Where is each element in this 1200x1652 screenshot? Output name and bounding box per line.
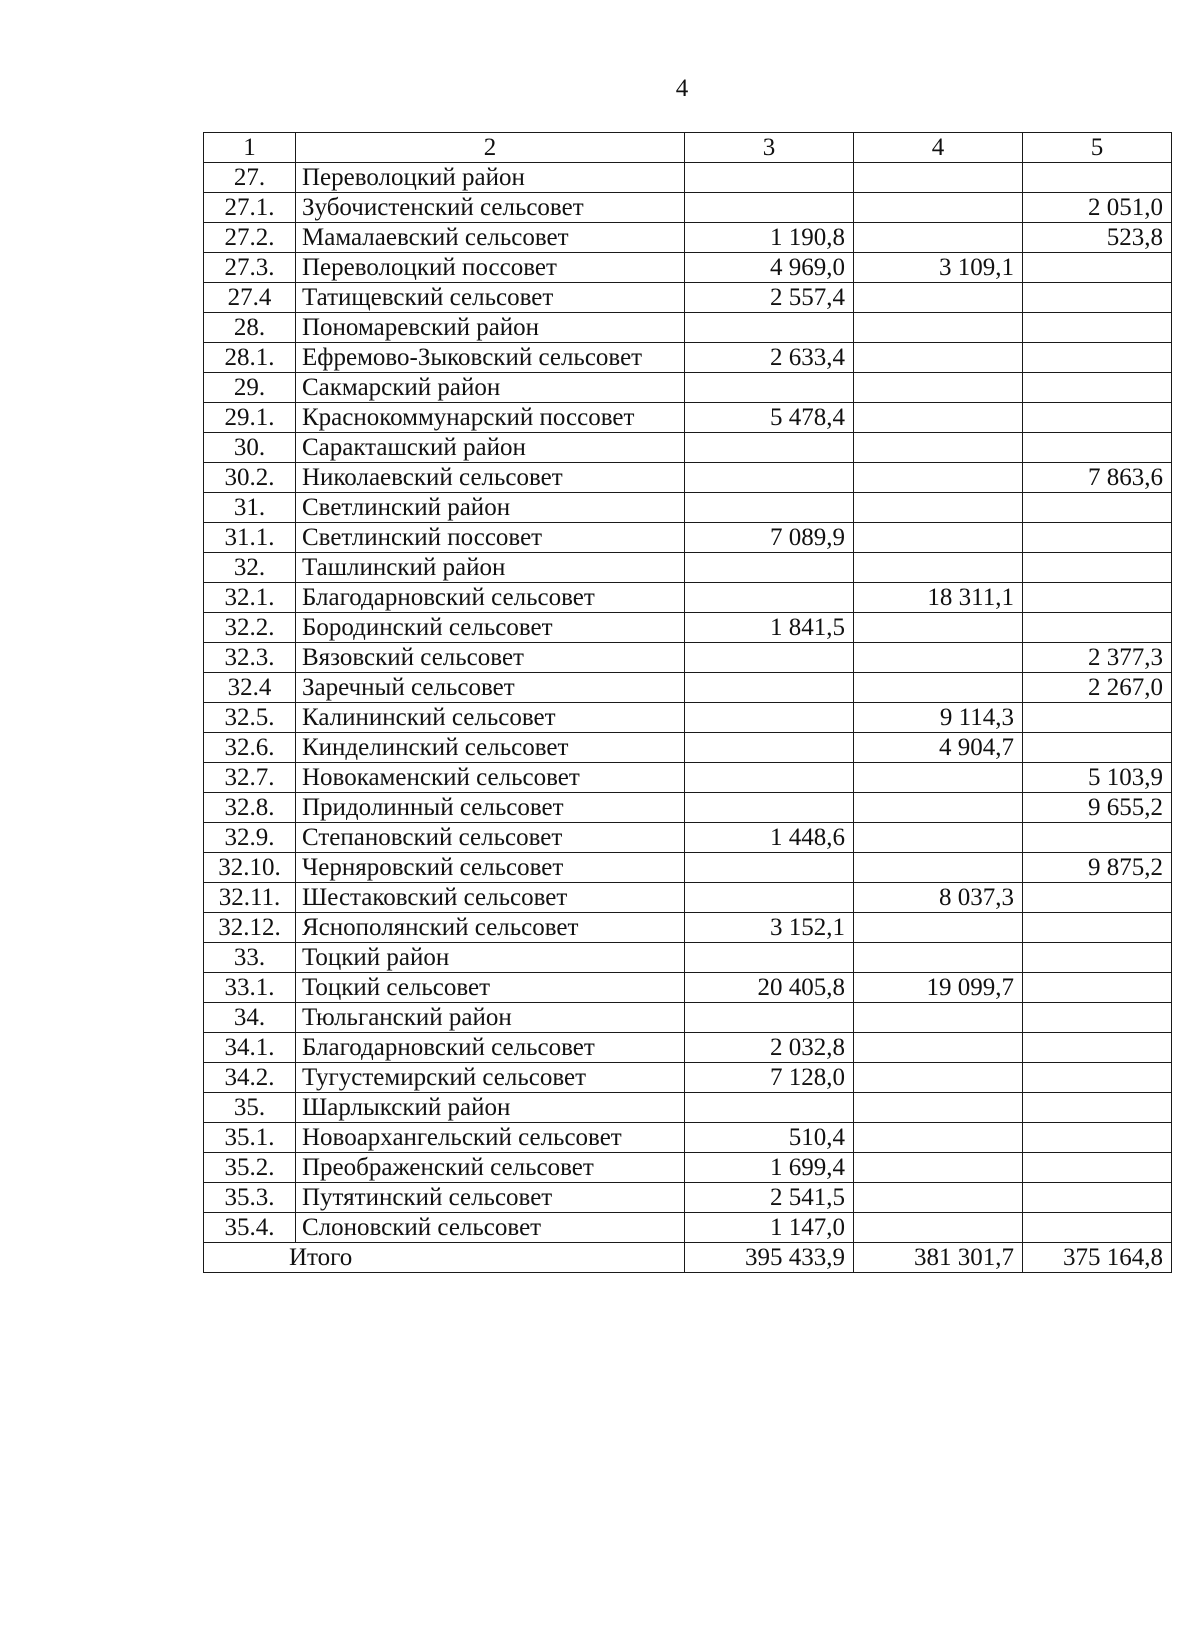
table-row <box>204 883 1172 913</box>
row-value-col-4: 19 099,7 <box>854 973 1023 1003</box>
row-value-col-5: 2 051,0 <box>1023 193 1172 223</box>
total-label: Итого <box>204 1243 685 1273</box>
row-value-col-4 <box>854 643 1023 673</box>
row-number: 30.2. <box>204 463 296 493</box>
row-number: 32. <box>204 553 296 583</box>
row-name: Николаевский сельсовет <box>296 463 685 493</box>
row-name: Тоцкий район <box>296 943 685 973</box>
row-name: Кинделинский сельсовет <box>296 733 685 763</box>
row-value-col-5 <box>1023 373 1172 403</box>
row-value-col-5 <box>1023 1213 1172 1243</box>
row-value-col-4 <box>854 763 1023 793</box>
row-name: Путятинский сельсовет <box>296 1183 685 1213</box>
row-name: Черняровский сельсовет <box>296 853 685 883</box>
table-row <box>204 643 1172 673</box>
table-row <box>204 553 1172 583</box>
row-value-col-4 <box>854 1063 1023 1093</box>
header-col-3: 3 <box>685 133 854 163</box>
row-value-col-4 <box>854 1213 1023 1243</box>
row-value-col-5: 9 655,2 <box>1023 793 1172 823</box>
row-name: Шарлыкский район <box>296 1093 685 1123</box>
row-number: 27. <box>204 163 296 193</box>
row-number: 34. <box>204 1003 296 1033</box>
row-number: 31. <box>204 493 296 523</box>
table-row <box>204 313 1172 343</box>
row-value-col-5 <box>1023 433 1172 463</box>
row-number: 27.4 <box>204 283 296 313</box>
row-name: Краснокоммунарский поссовет <box>296 403 685 433</box>
row-value-col-3 <box>685 433 854 463</box>
row-name: Ташлинский район <box>296 553 685 583</box>
row-value-col-4 <box>854 223 1023 253</box>
row-value-col-3: 1 448,6 <box>685 823 854 853</box>
table-row <box>204 493 1172 523</box>
row-value-col-5 <box>1023 823 1172 853</box>
table-row <box>204 793 1172 823</box>
table-row <box>204 973 1172 1003</box>
row-name: Преображенский сельсовет <box>296 1153 685 1183</box>
row-number: 35.2. <box>204 1153 296 1183</box>
row-name: Калининский сельсовет <box>296 703 685 733</box>
row-number: 32.7. <box>204 763 296 793</box>
row-value-col-3 <box>685 763 854 793</box>
row-value-col-3: 3 152,1 <box>685 913 854 943</box>
row-value-col-3 <box>685 373 854 403</box>
row-value-col-5 <box>1023 253 1172 283</box>
row-value-col-4 <box>854 1033 1023 1063</box>
row-name: Придолинный сельсовет <box>296 793 685 823</box>
table-row <box>204 163 1172 193</box>
row-number: 28.1. <box>204 343 296 373</box>
row-number: 27.3. <box>204 253 296 283</box>
row-name: Зубочистенский сельсовет <box>296 193 685 223</box>
row-value-col-5 <box>1023 283 1172 313</box>
row-value-col-4 <box>854 283 1023 313</box>
row-number: 32.2. <box>204 613 296 643</box>
row-value-col-3 <box>685 793 854 823</box>
row-value-col-4 <box>854 1123 1023 1153</box>
table-row <box>204 913 1172 943</box>
table-footer <box>204 1243 1172 1273</box>
row-value-col-4 <box>854 523 1023 553</box>
row-name: Степановский сельсовет <box>296 823 685 853</box>
row-name: Переволоцкий поссовет <box>296 253 685 283</box>
table-row <box>204 1183 1172 1213</box>
row-value-col-5 <box>1023 1153 1172 1183</box>
row-name: Татищевский сельсовет <box>296 283 685 313</box>
table-row <box>204 763 1172 793</box>
row-name: Новоархангельский сельсовет <box>296 1123 685 1153</box>
row-value-col-5 <box>1023 1003 1172 1033</box>
table-header <box>204 133 1172 163</box>
row-number: 32.11. <box>204 883 296 913</box>
row-value-col-4 <box>854 433 1023 463</box>
header-col-5: 5 <box>1023 133 1172 163</box>
row-value-col-3 <box>685 553 854 583</box>
row-value-col-4 <box>854 373 1023 403</box>
table-row <box>204 223 1172 253</box>
row-value-col-4: 18 311,1 <box>854 583 1023 613</box>
table-row <box>204 433 1172 463</box>
page-number: 4 <box>675 75 689 102</box>
row-value-col-4: 4 904,7 <box>854 733 1023 763</box>
row-value-col-4 <box>854 823 1023 853</box>
row-value-col-3 <box>685 493 854 523</box>
row-value-col-3 <box>685 463 854 493</box>
row-name: Благодарновский сельсовет <box>296 583 685 613</box>
row-number: 33.1. <box>204 973 296 1003</box>
row-name: Мамалаевский сельсовет <box>296 223 685 253</box>
row-name: Тюльганский район <box>296 1003 685 1033</box>
row-value-col-4 <box>854 493 1023 523</box>
total-col-5: 375 164,8 <box>1023 1243 1172 1273</box>
table-row <box>204 373 1172 403</box>
row-value-col-3 <box>685 1003 854 1033</box>
row-value-col-5: 7 863,6 <box>1023 463 1172 493</box>
row-name: Саракташский район <box>296 433 685 463</box>
row-value-col-3: 4 969,0 <box>685 253 854 283</box>
table-row <box>204 733 1172 763</box>
row-value-col-3: 7 089,9 <box>685 523 854 553</box>
row-number: 30. <box>204 433 296 463</box>
row-number: 32.4 <box>204 673 296 703</box>
row-value-col-4 <box>854 943 1023 973</box>
row-name: Благодарновский сельсовет <box>296 1033 685 1063</box>
table-row <box>204 193 1172 223</box>
row-value-col-3 <box>685 883 854 913</box>
row-value-col-4 <box>854 793 1023 823</box>
row-number: 32.12. <box>204 913 296 943</box>
budget-table <box>203 132 1172 1273</box>
row-number: 32.5. <box>204 703 296 733</box>
row-value-col-4 <box>854 853 1023 883</box>
row-value-col-5 <box>1023 943 1172 973</box>
table-row <box>204 1123 1172 1153</box>
row-value-col-3: 2 633,4 <box>685 343 854 373</box>
header-col-4: 4 <box>854 133 1023 163</box>
table-row <box>204 583 1172 613</box>
row-name: Светлинский поссовет <box>296 523 685 553</box>
table-row <box>204 1003 1172 1033</box>
row-number: 27.1. <box>204 193 296 223</box>
row-number: 29.1. <box>204 403 296 433</box>
row-value-col-5 <box>1023 1093 1172 1123</box>
row-value-col-5: 9 875,2 <box>1023 853 1172 883</box>
table-row <box>204 1063 1172 1093</box>
row-value-col-4 <box>854 673 1023 703</box>
row-value-col-3 <box>685 943 854 973</box>
table-body <box>204 163 1172 1243</box>
row-value-col-5 <box>1023 703 1172 733</box>
row-value-col-4 <box>854 163 1023 193</box>
row-value-col-4 <box>854 613 1023 643</box>
header-col-1: 1 <box>204 133 296 163</box>
row-value-col-3: 2 032,8 <box>685 1033 854 1063</box>
row-number: 32.9. <box>204 823 296 853</box>
row-name: Ефремово-Зыковский сельсовет <box>296 343 685 373</box>
row-value-col-5 <box>1023 913 1172 943</box>
row-value-col-5 <box>1023 493 1172 523</box>
row-number: 32.6. <box>204 733 296 763</box>
row-value-col-4 <box>854 343 1023 373</box>
row-number: 32.10. <box>204 853 296 883</box>
row-value-col-3 <box>685 193 854 223</box>
row-value-col-3: 20 405,8 <box>685 973 854 1003</box>
row-value-col-3: 1 147,0 <box>685 1213 854 1243</box>
table-row <box>204 703 1172 733</box>
row-value-col-4 <box>854 1183 1023 1213</box>
row-number: 32.1. <box>204 583 296 613</box>
table-row <box>204 283 1172 313</box>
row-value-col-5 <box>1023 403 1172 433</box>
table-row <box>204 463 1172 493</box>
row-name: Шестаковский сельсовет <box>296 883 685 913</box>
total-col-3: 395 433,9 <box>685 1243 854 1273</box>
table-row <box>204 403 1172 433</box>
table-row <box>204 1093 1172 1123</box>
row-number: 35.1. <box>204 1123 296 1153</box>
row-value-col-5 <box>1023 973 1172 1003</box>
total-row <box>204 1243 1172 1273</box>
table-row <box>204 1153 1172 1183</box>
row-value-col-4 <box>854 463 1023 493</box>
table-row <box>204 343 1172 373</box>
row-value-col-3 <box>685 853 854 883</box>
row-value-col-3: 5 478,4 <box>685 403 854 433</box>
row-number: 35.4. <box>204 1213 296 1243</box>
row-value-col-5 <box>1023 163 1172 193</box>
row-value-col-3 <box>685 163 854 193</box>
row-value-col-5 <box>1023 613 1172 643</box>
row-value-col-4: 9 114,3 <box>854 703 1023 733</box>
row-number: 33. <box>204 943 296 973</box>
row-value-col-4 <box>854 1153 1023 1183</box>
row-value-col-5: 5 103,9 <box>1023 763 1172 793</box>
row-value-col-5: 523,8 <box>1023 223 1172 253</box>
row-value-col-3 <box>685 703 854 733</box>
row-number: 32.3. <box>204 643 296 673</box>
header-row <box>204 133 1172 163</box>
row-value-col-4 <box>854 1003 1023 1033</box>
row-value-col-5: 2 267,0 <box>1023 673 1172 703</box>
row-value-col-5: 2 377,3 <box>1023 643 1172 673</box>
row-number: 27.2. <box>204 223 296 253</box>
row-value-col-4 <box>854 313 1023 343</box>
row-number: 35. <box>204 1093 296 1123</box>
row-name: Бородинский сельсовет <box>296 613 685 643</box>
row-value-col-3: 510,4 <box>685 1123 854 1153</box>
row-value-col-5 <box>1023 1033 1172 1063</box>
row-value-col-4 <box>854 403 1023 433</box>
row-value-col-3: 1 699,4 <box>685 1153 854 1183</box>
table-row <box>204 943 1172 973</box>
row-name: Заречный сельсовет <box>296 673 685 703</box>
row-number: 34.1. <box>204 1033 296 1063</box>
table-row <box>204 613 1172 643</box>
row-name: Светлинский район <box>296 493 685 523</box>
table-row <box>204 853 1172 883</box>
row-value-col-4: 3 109,1 <box>854 253 1023 283</box>
row-name: Тоцкий сельсовет <box>296 973 685 1003</box>
row-name: Вязовский сельсовет <box>296 643 685 673</box>
row-value-col-4: 8 037,3 <box>854 883 1023 913</box>
row-value-col-3 <box>685 313 854 343</box>
row-name: Переволоцкий район <box>296 163 685 193</box>
row-value-col-5 <box>1023 523 1172 553</box>
table-row <box>204 523 1172 553</box>
row-value-col-5 <box>1023 883 1172 913</box>
row-value-col-3: 1 190,8 <box>685 223 854 253</box>
row-value-col-4 <box>854 553 1023 583</box>
row-value-col-5 <box>1023 343 1172 373</box>
table-row <box>204 1213 1172 1243</box>
row-value-col-3 <box>685 673 854 703</box>
row-value-col-3: 2 541,5 <box>685 1183 854 1213</box>
row-name: Яснополянский сельсовет <box>296 913 685 943</box>
row-value-col-3 <box>685 643 854 673</box>
row-number: 31.1. <box>204 523 296 553</box>
row-name: Пономаревский район <box>296 313 685 343</box>
table-row <box>204 673 1172 703</box>
header-col-2: 2 <box>296 133 685 163</box>
row-number: 29. <box>204 373 296 403</box>
total-col-4: 381 301,7 <box>854 1243 1023 1273</box>
row-value-col-5 <box>1023 583 1172 613</box>
row-name: Сакмарский район <box>296 373 685 403</box>
row-value-col-5 <box>1023 1183 1172 1213</box>
row-value-col-3 <box>685 733 854 763</box>
row-number: 35.3. <box>204 1183 296 1213</box>
row-value-col-3: 2 557,4 <box>685 283 854 313</box>
row-name: Тугустемирский сельсовет <box>296 1063 685 1093</box>
row-value-col-3 <box>685 1093 854 1123</box>
row-value-col-3: 7 128,0 <box>685 1063 854 1093</box>
row-value-col-4 <box>854 193 1023 223</box>
row-number: 32.8. <box>204 793 296 823</box>
row-value-col-5 <box>1023 313 1172 343</box>
row-name: Слоновский сельсовет <box>296 1213 685 1243</box>
row-number: 28. <box>204 313 296 343</box>
row-value-col-3 <box>685 583 854 613</box>
row-value-col-5 <box>1023 733 1172 763</box>
row-number: 34.2. <box>204 1063 296 1093</box>
row-value-col-5 <box>1023 553 1172 583</box>
row-name: Новокаменский сельсовет <box>296 763 685 793</box>
table-row <box>204 1033 1172 1063</box>
row-value-col-5 <box>1023 1063 1172 1093</box>
row-value-col-4 <box>854 1093 1023 1123</box>
row-value-col-5 <box>1023 1123 1172 1153</box>
row-value-col-4 <box>854 913 1023 943</box>
row-value-col-3: 1 841,5 <box>685 613 854 643</box>
table-row <box>204 253 1172 283</box>
table-row <box>204 823 1172 853</box>
